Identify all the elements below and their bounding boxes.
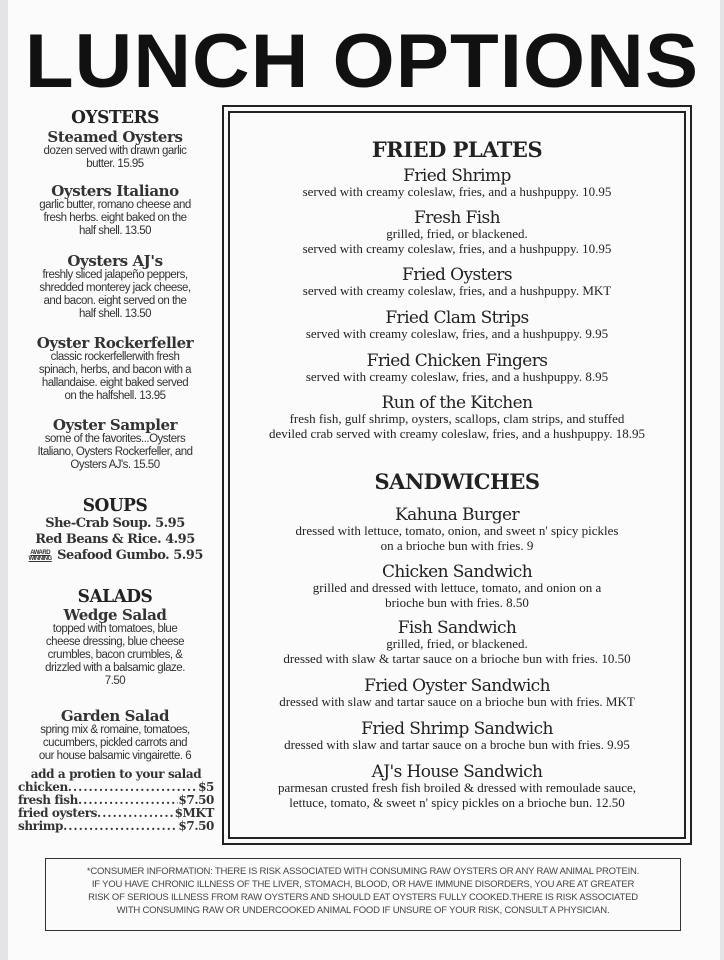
item-name: Fish Sandwich [397,618,517,638]
menu-title: LUNCH OPTIONS [24,19,700,104]
item-name: Wedge Salad [63,606,167,624]
item-desc: and bacon. eight served on the [43,295,187,307]
menu-item [228,309,686,342]
item-desc: topped with tomatoes, blue [52,623,178,635]
soup-item: She-Crab Soup. 5.95 [45,516,185,531]
item-desc: dressed with slaw & tartar sauce on a brioche bun with fries. 10.50 [283,650,631,666]
menu-item [228,563,686,610]
item-desc: garlic butter, romano cheese and [39,199,191,211]
item-desc: dressed with slaw and tartar sauce on a brioche bun with fries. MKT [279,694,635,709]
item-name: Run of the Kitchen [381,393,533,413]
menu-item [14,708,216,833]
item-desc: dressed with slaw and tartar sauce on a broche bun with fries. 9.95 [284,737,630,752]
item-desc: our house balsamic vingairette. 6 [38,750,192,762]
item-desc: fresh fish, gulf shrimp, oysters, scallops, clam strips, and stuffed [289,411,625,426]
menu-item [228,506,686,553]
item-desc: half shell. 13.50 [78,225,152,237]
item-name: Oyster Rockerfeller [36,334,194,352]
item-name: Fried Shrimp Sandwich [361,719,553,739]
item-desc: served with creamy coleslaw, fries, and a hushpuppy. 9.95 [305,326,609,341]
item-desc: grilled and dressed with lettuce, tomato, and onion on a [312,580,602,595]
menu-item [228,352,686,385]
protein-price: $MKT [174,806,214,820]
item-name: AJ's House Sandwich [371,762,543,782]
item-name: Oyster Sampler [52,416,178,434]
menu-item [228,394,686,441]
item-desc: served with creamy coleslaw, fries, and a hushpuppy. 10.95 [302,240,612,256]
soup-item [14,548,216,564]
page-edge [720,0,724,960]
menu-item [14,129,216,171]
section-heading: FRIED PLATES [371,137,543,162]
menu-item [228,763,686,810]
item-desc: deviled crab served with creamy coleslaw, fries, and a hushpuppy. 18.95 [269,425,645,441]
item-name: Fried Oyster Sandwich [364,676,550,696]
item-name: Steamed Oysters [47,128,183,146]
page-edge [0,0,8,960]
item-desc: spring mix & romaine, tomatoes, [40,724,190,736]
menu-item [228,209,686,256]
item-name: Chicken Sandwich [381,562,533,582]
soups-section [14,496,216,564]
disclaimer-line: IF YOU HAVE CHRONIC ILLNESS OF THE LIVER, STOMACH, BLOOD, OR HAVE IMMUNE DISORDERS, YOU ARE AT GREATER [91,879,635,890]
menu-item [228,720,686,753]
item-desc: brioche bun with fries. 8.50 [385,594,529,610]
item-desc: some of the favorites...Oysters [44,433,186,445]
section-heading: SANDWICHES [374,469,540,494]
item-desc: served with creamy coleslaw, fries, and a hushpuppy. 8.95 [305,369,609,384]
menu-item [14,253,216,321]
item-desc: 7.50 [104,675,126,687]
protein-name: shrimp [18,819,64,833]
item-desc: grilled, fried, or blackened. [386,636,528,651]
item-desc: cucumbers, pickled carrots and [42,737,188,749]
item-desc: shredded monterey jack cheese, [39,282,191,294]
menu-item [228,167,686,200]
disclaimer-line: RISK OF SERIOUS ILLNESS FROM RAW OYSTERS AND SHOULD EAT OYSTERS FULLY COOKED.THERE IS RISK ASSOCIATED [88,892,638,903]
protein-row [14,820,216,833]
item-desc: on a brioche bun with fries. 9 [380,537,534,553]
menu-item [14,183,216,238]
item-desc: butter. 15.95 [86,158,144,170]
item-name: Fried Oysters [402,265,512,285]
protein-price: $5 [198,780,214,794]
item-desc: crumbles, bacon crumbles, & [47,649,183,661]
item-desc: cheese dressing, blue cheese [45,636,185,648]
item-desc: served with creamy coleslaw, fries, and a hushpuppy. MKT [302,283,612,298]
section-heading: SOUPS [82,495,148,517]
protein-price: $7.50 [178,819,214,833]
disclaimer-line: *CONSUMER INFORMATION: THERE IS RISK ASSOCIATED WITH CONSUMING RAW OYSTERS OR ANY RAW ANIMAL PROTEIN. [86,866,640,877]
item-name: Fresh Fish [414,208,500,228]
item-name: Kahuna Burger [394,505,520,525]
protein-name: fresh fish [18,793,78,807]
item-desc: fresh herbs. eight baked on the [43,212,187,224]
soup-name: Seafood Gumbo. 5.95 [57,548,203,563]
item-desc: classic rockerfellerwith fresh [50,351,180,363]
item-name: Fried Chicken Fingers [366,351,548,371]
item-name: Oysters AJ's [67,252,163,270]
item-desc: parmesan crusted fresh fish broiled & dressed with remoulade sauce, [277,780,637,795]
award-badge: AWARD WINNING [28,549,52,562]
item-desc: Oysters AJ's. 15.50 [70,459,160,471]
item-desc: spinach, herbs, and bacon with a [38,364,192,376]
item-name: Oysters Italiano [51,182,179,200]
menu-item [228,677,686,710]
protein-name: chicken [18,780,68,794]
menu-item [228,619,686,666]
item-name: Garden Salad [60,707,170,725]
menu-item [14,417,216,472]
item-desc: lettuce, tomato, & sweet n' spicy pickles on a brioche bun. 12.50 [289,794,625,810]
item-desc: drizzled with a balsamic glaze. [45,662,185,674]
item-desc: dressed with lettuce, tomato, onion, and sweet n' spicy pickles [295,523,619,538]
soup-item: Red Beans & Rice. 4.95 [35,532,195,547]
item-desc: served with creamy coleslaw, fries, and a hushpuppy. 10.95 [302,184,612,199]
item-desc: freshly sliced jalapeño peppers, [42,269,188,281]
item-desc: dozen served with drawn garlic [43,145,187,157]
item-name: Fried Clam Strips [385,308,529,328]
disclaimer-line: WITH CONSUMING RAW OR UNDERCOOKED ANIMAL FOOD IF UNSURE OF YOUR RISK, CONSULT A PHYSICIAN. [116,905,610,916]
section-heading: OYSTERS [71,107,159,129]
item-desc: hallandaise. eight baked served [41,377,189,389]
section-heading: SALADS [77,586,153,608]
protein-name: fried oysters [18,806,98,820]
item-desc: half shell. 13.50 [78,308,152,320]
protein-heading: add a protien to your salad [30,767,202,781]
protein-price: $7.50 [178,793,214,807]
item-desc: Italiano, Oysters Rockerfeller, and [37,446,193,458]
menu-item [14,335,216,403]
menu-item [228,266,686,299]
salads-section [14,587,216,688]
item-desc: on the halfshell. 13.95 [64,390,166,402]
consumer-disclaimer [45,858,681,931]
item-desc: grilled, fried, or blackened. [386,226,528,241]
oysters-section [14,108,216,128]
item-name: Fried Shrimp [403,166,511,186]
